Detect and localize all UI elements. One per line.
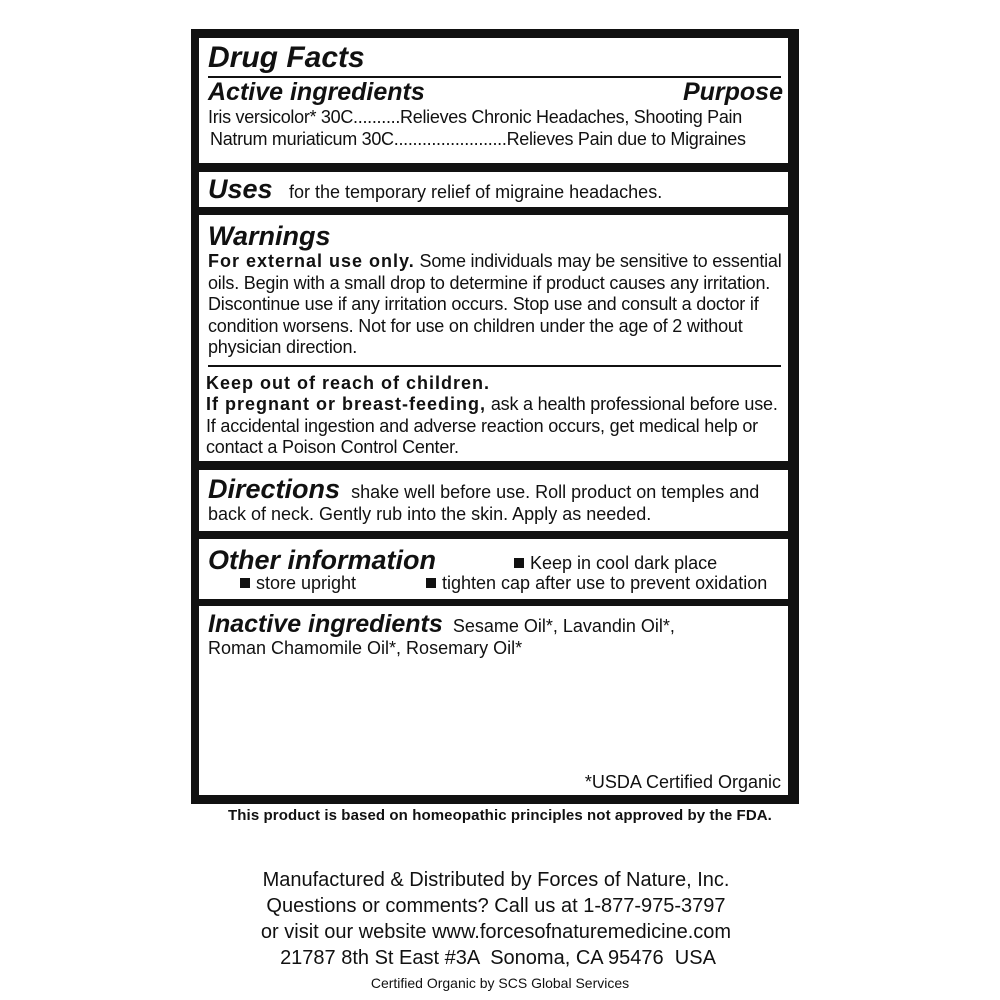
- active-purpose-header: [208, 78, 783, 106]
- other-info-heading: Other information: [208, 545, 436, 575]
- bullet-icon: [426, 578, 436, 588]
- other-info-item: tighten cap after use to prevent oxidation: [426, 573, 767, 595]
- warnings-heading: Warnings: [208, 221, 331, 251]
- bullet-icon: [240, 578, 250, 588]
- website-line: or visit our website www.forcesofnaturemedicine.com: [260, 921, 732, 943]
- inactive-text: Sesame Oil*, Lavandin Oil*, Roman Chamomile Oil*, Rosemary Oil*: [208, 616, 675, 658]
- pregnant-lead: If pregnant or breast-feeding,: [206, 394, 487, 414]
- manufacturer-line: Manufactured & Distributed by Forces of Nature, Inc.: [262, 869, 730, 891]
- uses-line: [208, 174, 783, 205]
- inactive-box: [199, 606, 788, 795]
- contact-phone-line: Questions or comments? Call us at 1-877-975-3797: [266, 895, 726, 917]
- warnings-rule: [208, 365, 781, 367]
- other-info-item: Keep in cool dark place: [514, 553, 717, 575]
- other-info-row-1: [208, 545, 783, 573]
- fda-disclaimer: This product is based on homeopathic principles not approved by the FDA.: [228, 807, 772, 824]
- drug-facts-box: [199, 38, 788, 163]
- warnings-box: [199, 215, 788, 461]
- uses-text: for the temporary relief of migraine headaches.: [289, 182, 663, 202]
- pregnant-text: [206, 394, 783, 459]
- other-info-item: store upright: [240, 573, 426, 595]
- usda-footnote: *USDA Certified Organic: [584, 771, 781, 792]
- directions-line: [208, 476, 783, 525]
- drug-facts-title: Drug Facts: [208, 41, 365, 74]
- ingredient-line: Natrum muriaticum 30C........................Relieves Pain due to Migraines: [210, 128, 746, 149]
- inactive-heading: Inactive ingredients: [208, 610, 443, 638]
- pregnant-body: ask a health professional before use. If accidental ingestion and adverse reaction occurs, get medical help or contact a Poison Control Center.: [206, 394, 778, 457]
- uses-heading: Uses: [208, 174, 273, 204]
- directions-text: shake well before use. Roll product on temples and back of neck. Gently rub into the skin. Apply as needed.: [208, 482, 760, 524]
- directions-box: [199, 470, 788, 531]
- other-info-box: [199, 539, 788, 599]
- keep-out-text: Keep out of reach of children.: [206, 372, 491, 393]
- ingredient-line: Iris versicolor* 30C..........Relieves Chronic Headaches, Shooting Pain: [208, 107, 742, 127]
- drug-facts-panel: [191, 29, 799, 804]
- certified-line: Certified Organic by SCS Global Services: [370, 975, 630, 991]
- purpose-heading: Purpose: [682, 78, 783, 106]
- directions-heading: Directions: [208, 474, 341, 504]
- other-info-row-2: [208, 573, 783, 595]
- warnings-body: Some individuals may be sensitive to essential oils. Begin with a small drop to determine if product causes any irritation. Discontinue use if any irritation occurs. Stop use and consult a doctor if condition worsens. Not for use on children under the age of 2 without physician direction.: [208, 251, 782, 357]
- address-line: 21787 8th St East #3A Sonoma, CA 95476 USA: [280, 947, 716, 969]
- uses-box: [199, 172, 788, 207]
- bullet-icon: [514, 558, 524, 568]
- active-ingredients-heading: Active ingredients: [208, 78, 425, 106]
- inactive-line: [208, 612, 708, 659]
- warnings-text: [208, 251, 783, 359]
- external-use-lead: For external use only.: [208, 251, 415, 271]
